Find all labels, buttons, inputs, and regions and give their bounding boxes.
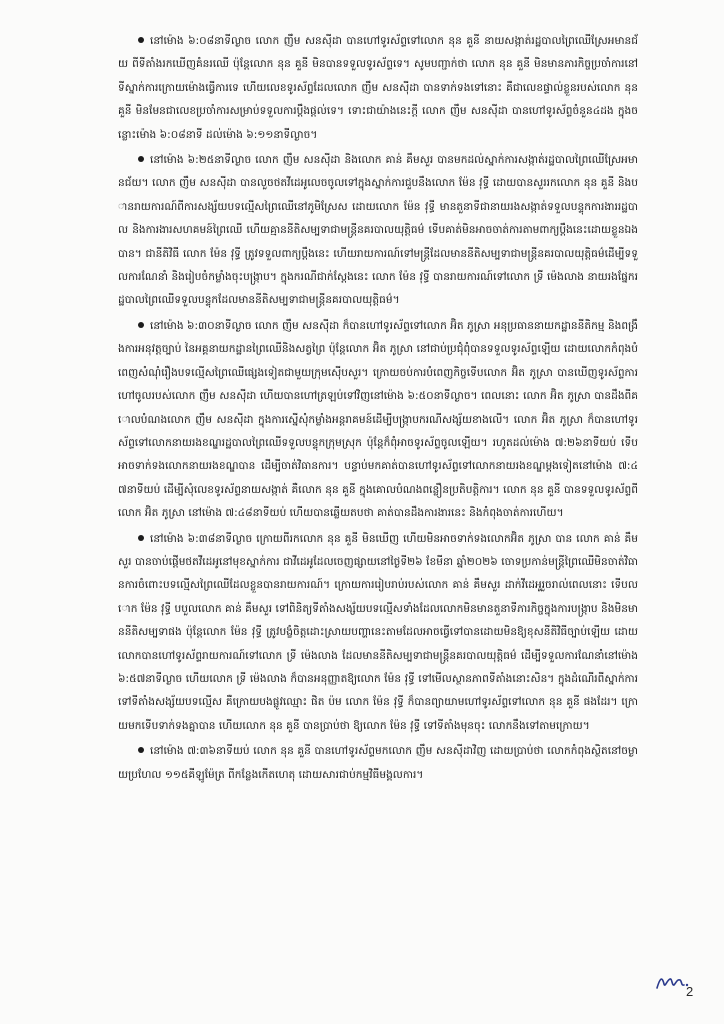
bullet-icon: [138, 535, 144, 541]
document-body: [118, 30, 638, 960]
bullet-icon: [138, 156, 144, 162]
paragraph-text: នៅម៉ោង ៦:២៥នាទីល្ងាច លោក ញឹម សនស៊ីដា និងលោក គាន់ គឹមសួរ បានមកដល់ស្នាក់ការសង្កាត់រដ្ឋបាលព្រៃឈើស្រែអមានជ័យ។ លោក ញឹម សនស៊ីដា បានលួចថតវីដេអូលេចចូលទៅក្នុងស្នាក់ការជួបនឹងលោក ម៉ែន វុទ្ធី ដោយបានសួររកលោក នុន គួនី និងបានរាយការណ៍ពីការសង្ស័យបទល្មើសព្រៃឈើនៅភូមិស្រែស ដោយលោក ម៉ែន វុទ្ធី មានតួនាទីជានាយរងសង្កាត់ទទួលបន្ទុកការងាររដ្ឋបាល និងការងារសហគមន៍ព្រៃឈើ ហើយគ្មាននីតិសម្បទាជាមន្ត្រីនគរបាលយុត្តិធម៌ ទើបគាត់មិនអាចចាត់ការតាមពាក្យប្ដឹងនេះដោយខ្លួនឯងបាន។ ជានីតិវិធី លោក ម៉ែន វុទ្ធី ត្រូវទទួលពាក្យប្ដឹងនេះ ហើយរាយការណ៍ទៅមន្ត្រីដែលមាននីតិសម្បទាជាមន្ត្រីនគរបាលយុត្តិធម៌ដើម្បីទទួលការណែនាំ និងរៀបចំកម្លាំងចុះបង្ក្រាប។ ក្នុងករណីជាក់ស្ដែងនេះ លោក ម៉ែន វុទ្ធី បានរាយការណ៍ទៅលោក ទ្រី ម៉េងលាង នាយរងផ្នែករដ្ឋបាលព្រៃឈើទទួលបន្ទុកដែលមាននីតិសម្បទាជាមន្ត្រីនគរបាលយុត្តិធម៌។: [118, 154, 638, 307]
page-number: 2: [686, 984, 694, 999]
bullet-paragraph-4: [118, 528, 638, 739]
paragraph-text: នៅម៉ោង ៦:៣៨នាទីល្ងាច ក្រោយពីរកលោក នុន គួនី មិនឃើញ ហើយមិនអាចទាក់ទងលោកអ៊ិត ភូស្រា បាន លោក គាន់ គឹមសួរ បានចាប់ផ្ដើមថតវីដេអូនៅមុខស្នាក់ការ ជាវីដេអូដែលចេញផ្សាយនៅថ្ងៃទី២៦ ខែមីនា ឆ្នាំ២០២៦ ចោទប្រកាន់មន្ត្រីព្រៃឈើមិនចាត់វិធានការចំពោះបទល្មើសព្រៃឈើដែលខ្លួនបានរាយការណ៍។ ក្រោយការរៀបរាប់របស់លោក គាន់ គឹមសួរ ដាក់វីដេអូរួចរាល់ពេលនោះ ទើបលោក ម៉ែន វុទ្ធី បបួលលោក គាន់ គឹមសួរ ទៅពិនិត្យទីតាំងសង្ស័យបទល្មើសទាំងដែលលោកមិនមានតួនាទីភារកិច្ចក្នុងការបង្ក្រាប និងមិនមាននីតិសម្បទាផង ប៉ុន្តែលោក ម៉ែន វុទ្ធី ត្រូវបង្ខំចិត្តដោះស្រាយបញ្ហានេះតាមដែលអាចធ្វើទៅបានដោយមិនឱ្យខុសនីតិវិធីច្បាប់ឡើយ ដោយលោកបានហៅទូរស័ព្ទរាយការណ៍ទៅលោក ទ្រី ម៉េងលាង ដែលមាននីតិសម្បទាជាមន្ត្រីនគរបាលយុត្តិធម៌ ដើម្បីទទួលការណែនាំនៅម៉ោង ៦:៥៧នាទីល្ងាច ហើយលោក ទ្រី ម៉េងលាង ក៏បានអនុញ្ញាតឱ្យលោក ម៉ែន វុទ្ធី ទៅមើលស្ថានភាពទីតាំងនោះសិន។ ក្នុងដំណើរពីស្នាក់ការទៅទីតាំងសង្ស័យបទល្មើស គឺក្រោយបងផ្លូវឈ្មោះ ផិត ប៉ម លោក ម៉ែន វុទ្ធី ក៏បានព្យាយាមហៅទូរស័ព្ទទៅលោក នុន គួនី ផងដែរ។ ក្រោយមកទើបទាក់ទងគ្នាបាន ហើយលោក នុន គួនី បានប្រាប់ថា ឱ្យលោក ម៉ែន វុទ្ធី ទៅទីតាំងមុនចុះ លោកនឹងទៅតាមក្រោយ។: [118, 532, 638, 732]
bullet-icon: [138, 37, 144, 43]
bullet-icon: [138, 747, 144, 753]
handwritten-initials-icon: [654, 970, 690, 994]
paragraph-text: នៅម៉ោង ៦:០៨នាទីល្ងាច លោក ញឹម សនស៊ីដា បានហៅទូរស័ព្ទទៅលោក នុន គួនី នាយសង្កាត់រដ្ឋបាលព្រៃឈើស្រែអមានជ័យ ពីទីតាំងរកឃើញគំនរឈើ ប៉ុន្តែលោក នុន គួនី មិនបានទទួលទូរស័ព្ទទេ។ សូមបញ្ជាក់ថា លោក នុន គួនី មិនមានភារកិច្ចប្រចាំការនៅទីស្នាក់ការក្រោយម៉ោងធ្វើការទេ ហើយលេខទូរស័ព្ទដែលលោក ញឹម សនស៊ីដា បានទាក់ទងទៅនោះ គឺជាលេខផ្ទាល់ខ្លួនរបស់លោក នុន គួនី មិនមែនជាលេខប្រចាំការសម្រាប់ទទួលការប្ដឹងផ្ដល់ទេ។ ទោះជាយ៉ាងនេះក្ដី លោក ញឹម សនស៊ីដា បានហៅទូរស័ព្ទចំនួន៤ដង ក្នុងចន្លោះម៉ោង ៦:០៨នាទី ដល់ម៉ោង ៦:១១នាទីល្ងាច។: [118, 35, 638, 141]
bullet-paragraph-5: [118, 740, 638, 787]
bullet-icon: [138, 322, 144, 328]
bullet-paragraph-1: [118, 30, 638, 147]
paragraph-text: នៅម៉ោង ៧:៣៦នាទីយប់ លោក នុន គួនី បានហៅទូរស័ព្ទមកលោក ញឹម សនស៊ីដាវិញ ដោយប្រាប់ថា លោកកំពុងស្ថិតនៅចម្ងាយប្រហែល ១១៥គីឡូម៉ែត្រ ពីកន្លែងកើតហេតុ ដោយសារជាប់កម្មវិធីមង្គលការ។: [118, 745, 638, 781]
bullet-paragraph-3: [118, 315, 638, 526]
paragraph-text: នៅម៉ោង ៦:៣០នាទីល្ងាច លោក ញឹម សនស៊ីដា ក៏បានហៅទូរស័ព្ទទៅលោក អ៊ិត ភូស្រា អនុប្រធាននាយកដ្ឋាននីតិកម្ម និងពង្រឹងការអនុវត្តច្បាប់ នៃអគ្គនាយកដ្ឋានព្រៃឈើនិងសត្វព្រៃ ប៉ុន្តែលោក អ៊ិត ភូស្រា នៅជាប់ប្រជុំពុំបានទទួលទូរស័ព្ទឡើយ ដោយលោកកំពុងបំពេញសំណុំរឿងបទល្មើសព្រៃឈើផ្សេងទៀតជាមួយក្រុមស៊ើបសួរ។ ក្រោយចប់ការបំពេញកិច្ចទើបលោក អ៊ិត ភូស្រា បានឃើញទូរស័ព្ទការហៅចូលរបស់លោក ញឹម សនស៊ីដា ហើយបានហៅត្រឡប់ទៅវិញនៅម៉ោង ៦:៥០នាទីល្ងាច។ ពេលនោះ លោក អ៊ិត ភូស្រា បានដឹងពីគោលបំណងលោក ញឹម សនស៊ីដា ក្នុងការស្នើសុំកម្លាំងអន្តរាគមន៍ដើម្បីបង្ក្រាបករណីសង្ស័យខាងលើ។ លោក អ៊ិត ភូស្រា ក៏បានហៅទូរស័ព្ទទៅលោកនាយរងខណ្ឌរដ្ឋបាលព្រៃឈើទទួលបន្ទុកក្រុមស្រុក ប៉ុន្តែក៏ពុំអាចទូរស័ព្ទចូលឡើយ។ រហូតដល់ម៉ោង ៧:២៦នាទីយប់ ទើបអាចទាក់ទងលោកនាយរងខណ្ឌបាន ដើម្បីចាត់វិធានការ។ បន្ទាប់មកគាត់បានហៅទូរស័ព្ទទៅលោកនាយរងខណ្ឌម្ដងទៀតនៅម៉ោង ៧:៤៧នាទីយប់ ដើម្បីសុំលេខទូរស័ព្ទនាយសង្កាត់ គឺលោក នុន គួនី ក្នុងគោលបំណងពន្លឿនប្រតិបត្តិការ។ លោក នុន គួនី បានទទួលទូរស័ព្ទពីលោក អ៊ិត ភូស្រា នៅម៉ោង ៧:៤៨នាទីយប់ ហើយបានឆ្លើយតបថា គាត់បានដឹងការងារនេះ និងកំពុងចាត់ការហើយ។: [118, 319, 638, 520]
bullet-paragraph-2: [118, 149, 638, 313]
page-footer: [650, 970, 710, 1006]
